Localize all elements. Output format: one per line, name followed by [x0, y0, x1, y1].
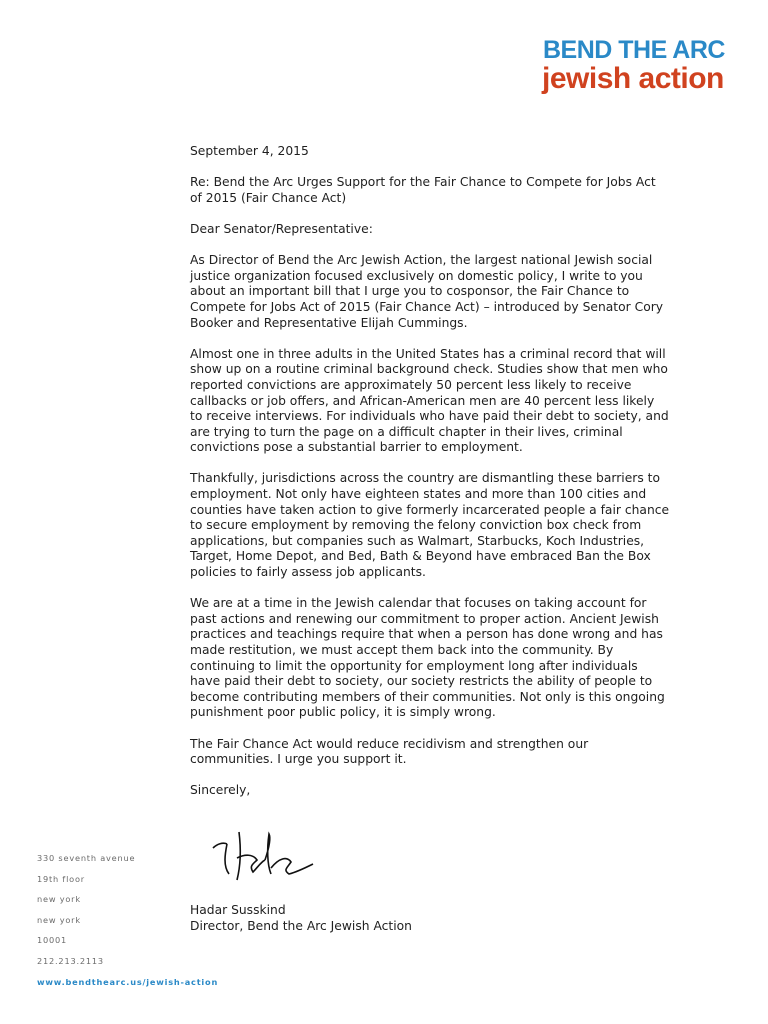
letter-paragraph: Almost one in three adults in the United States has a criminal record that will show up on a routine criminal background check. Studies show that men who reported convictions are approximately 50 percent less likely to receive callbacks or job offers, and African-American men are 40 percent less likely to receive interviews. For individuals who have paid their debt to society, and are trying to turn the page on a difficult chapter in their lives, criminal convictions pose a substantial barrier to employment. — [190, 346, 669, 455]
address-state: new york — [37, 914, 81, 925]
logo-sub-text: jewish action — [542, 62, 724, 95]
letter-paragraph: As Director of Bend the Arc Jewish Action, the largest national Jewish social justice organization focused exclusively on domestic policy, I write to you about an important bill that I urge you to cosponsor, the Fair Chance to Compete for Jobs Act of 2015 (Fair Chance Act) – introduced by Senator Cory Booker and Representative Elijah Cummings. — [190, 253, 664, 330]
letter-paragraph: Thankfully, jurisdictions across the country are dismantling these barriers to employment. Not only have eighteen states and more than 100 cities and counties have taken action to give formerly incarcerated people a fair chance to secure employment by removing the felony conviction box check from applications, but companies such as Walmart, Starbucks, Koch Industries, Target, Home Depot, and Bed, Bath & Beyond have embraced Ban the Box policies to fairly assess job applicants. — [190, 471, 670, 580]
letter-paragraph: The Fair Chance Act would reduce recidivism and strengthen our communities. I urge you support it. — [190, 736, 589, 767]
letter-paragraph: We are at a time in the Jewish calendar that focuses on taking account for past actions and renewing our commitment to proper action. Ancient Jewish practices and teachings require that when a person has done wrong and has made restitution, we must accept them back into the community. By continuing to limit the opportunity for employment long after individuals have paid their debt to society, our society restricts the ability of people to become contributing members of their communities. Not only is this ongoing punishment poor public policy, it is simply wrong. — [190, 596, 665, 720]
address-street: 330 seventh avenue — [37, 853, 136, 863]
letter-salutation: Dear Senator/Representative: — [190, 221, 373, 236]
letter-closing: Sincerely, — [190, 783, 251, 798]
handwritten-signature — [205, 828, 325, 888]
letter-subject: Re: Bend the Arc Urges Support for the Fair Chance to Compete for Jobs Act of 2015 (Fair Chance Act) — [190, 175, 656, 205]
address-phone: 212.213.2113 — [37, 955, 104, 966]
address-city: new york — [37, 894, 81, 905]
bend-the-arc-logo — [530, 38, 730, 95]
website-link[interactable]: www.bendthearc.us/jewish-action — [37, 976, 219, 987]
signer-title: Director, Bend the Arc Jewish Action — [190, 918, 412, 933]
letter-body — [190, 144, 670, 815]
address-zip: 10001 — [37, 935, 68, 946]
address-block — [37, 853, 218, 997]
signer-name: Hadar Susskind — [190, 903, 286, 917]
logo-brand-text: BEND THE ARC — [543, 36, 725, 64]
letter-date: September 4, 2015 — [190, 144, 309, 158]
signer-block — [190, 903, 412, 934]
address-floor: 19th floor — [37, 873, 85, 884]
